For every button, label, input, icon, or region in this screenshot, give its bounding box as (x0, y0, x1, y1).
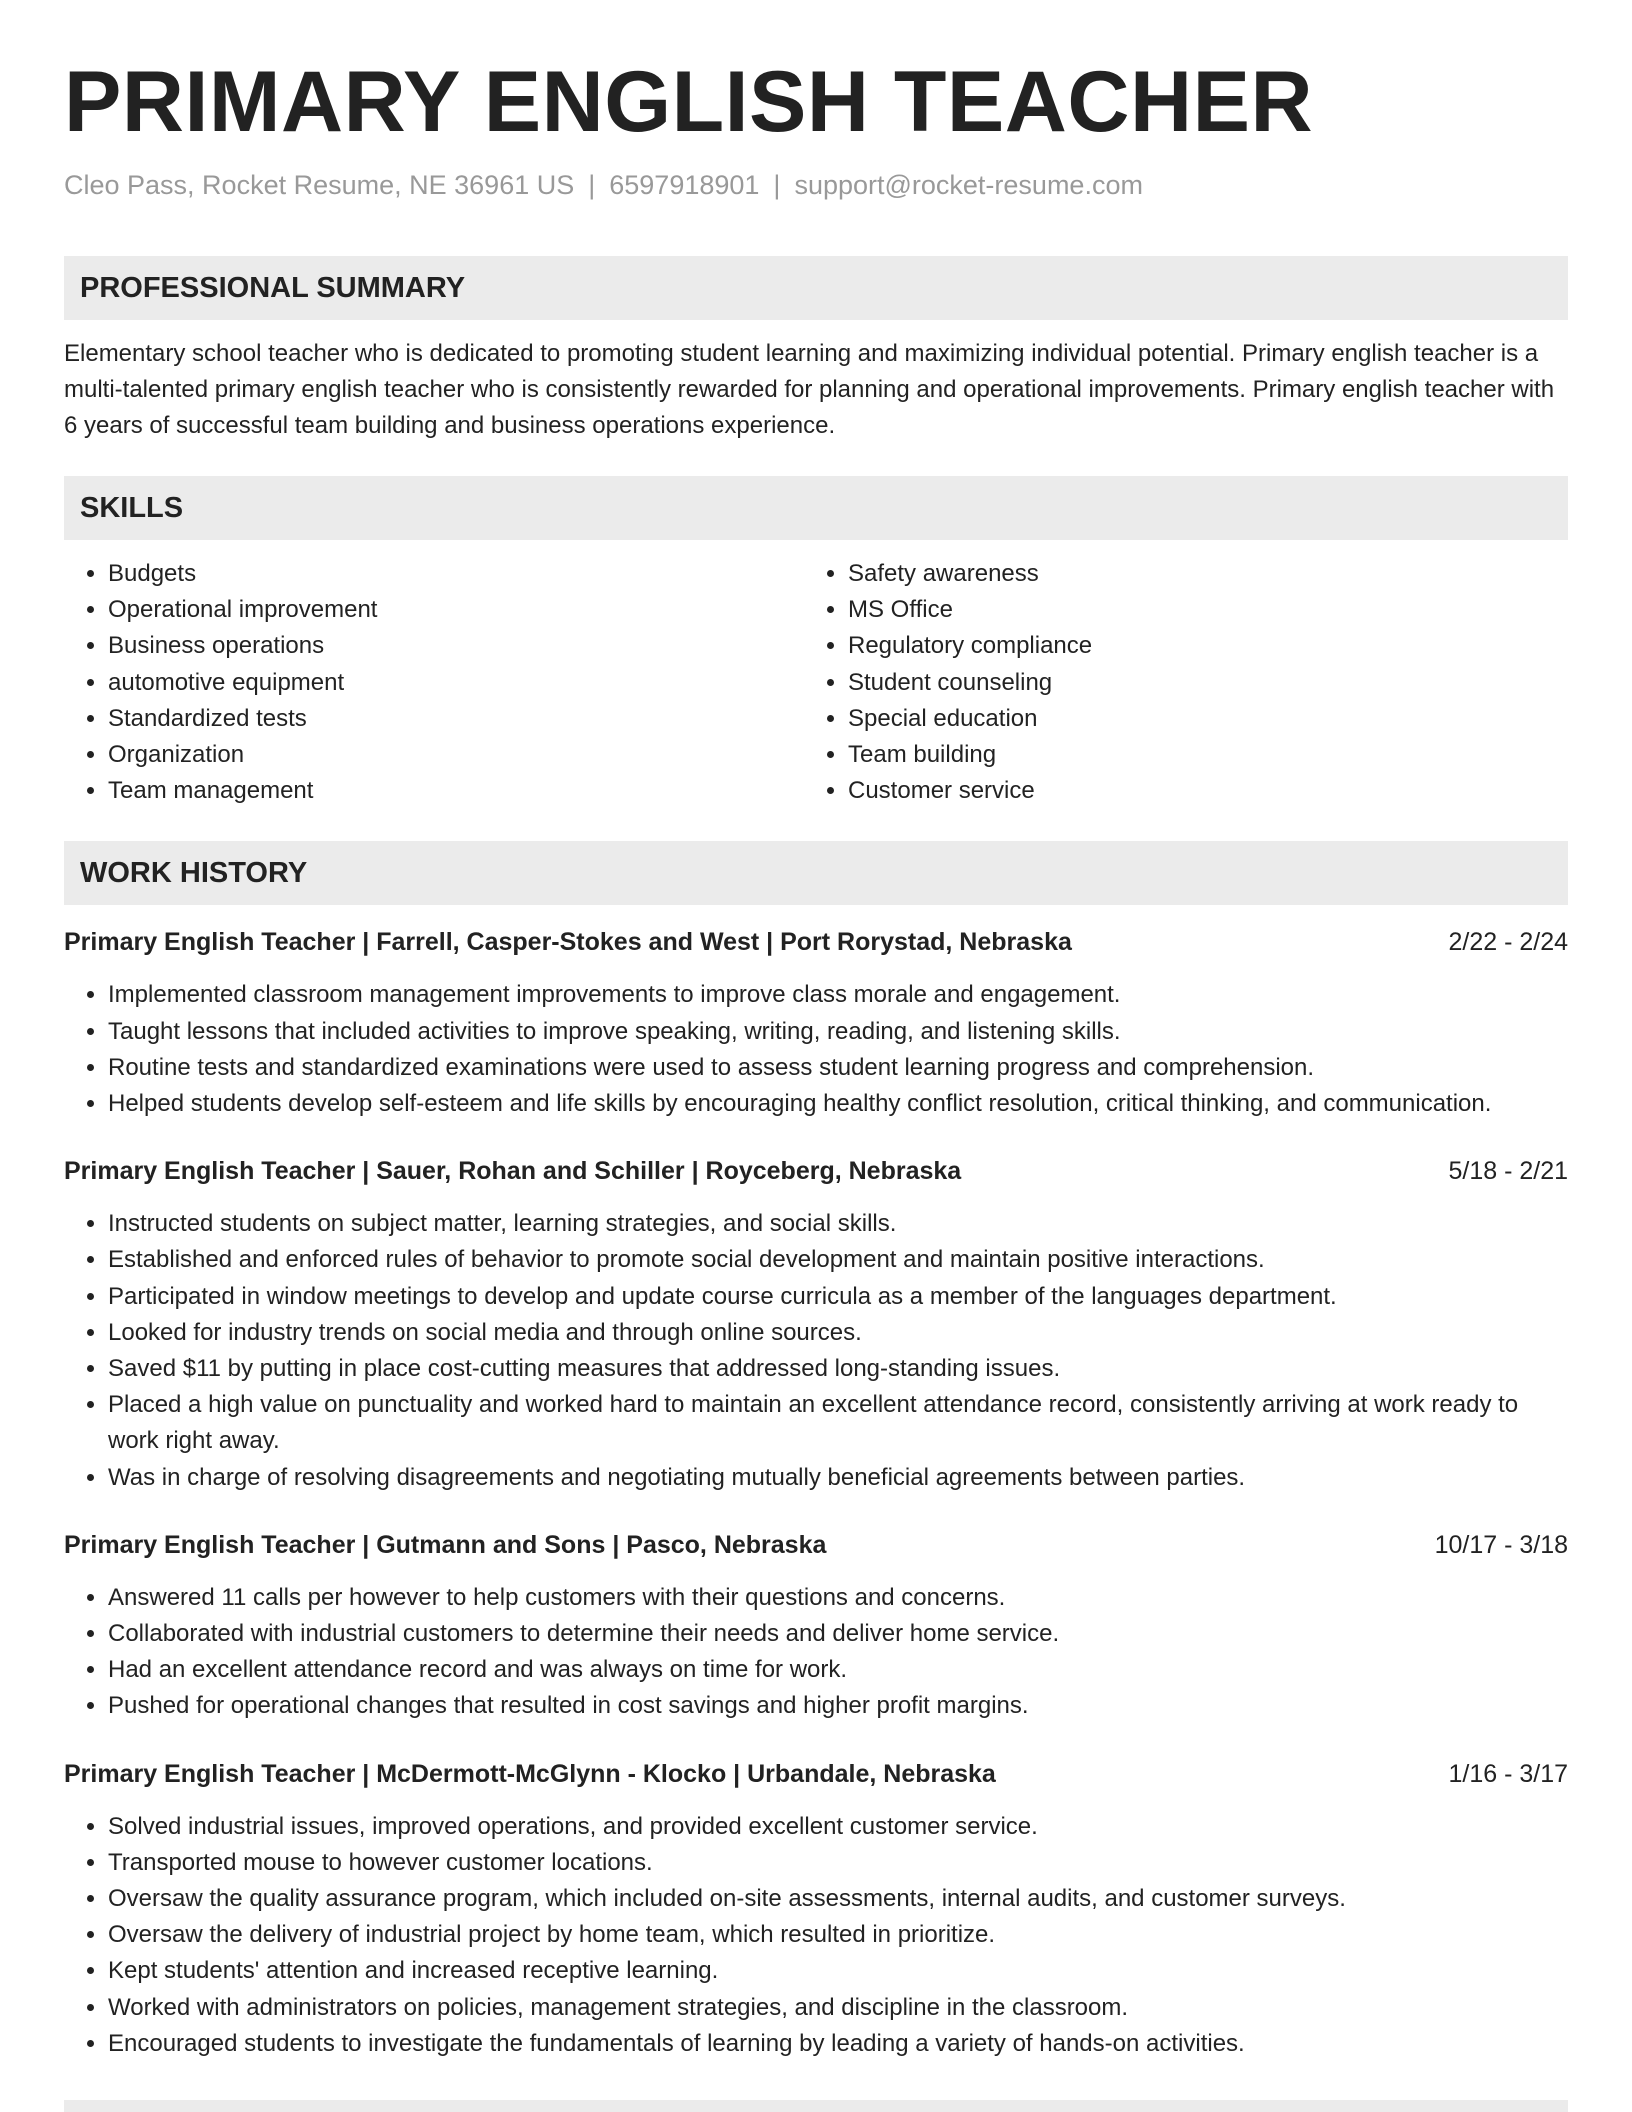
job-bullet: • Helped students develop self-esteem and life skills by encouraging healthy conflict resolution, critical thinking, and communication. (108, 1086, 1568, 1122)
job-title: Primary English Teacher | McDermott-McGlynn - Klocko | Urbandale, Nebraska (64, 1759, 996, 1788)
skill-item: • Team building (848, 737, 1544, 773)
contact-email: support@rocket-resume.com (794, 170, 1143, 200)
job-dates: 5/18 - 2/21 (1448, 1157, 1568, 1186)
skill-item: • Regulatory compliance (848, 628, 1544, 664)
job-header (64, 1154, 1568, 1188)
job-bullet: • Had an excellent attendance record and was always on time for work. (108, 1652, 1568, 1688)
resume-name: PRIMARY ENGLISH TEACHER (64, 54, 1314, 150)
job-bullet: • Implemented classroom management improvements to improve class morale and engagement. (108, 977, 1568, 1013)
job-bullet: • Transported mouse to however customer locations. (108, 1845, 1568, 1881)
skill-item: • Business operations (108, 628, 804, 664)
job-bullet: • Was in charge of resolving disagreements and negotiating mutually beneficial agreements between parties. (108, 1460, 1568, 1496)
job-header (64, 925, 1568, 959)
skill-item: • Operational improvement (108, 592, 804, 628)
job-bullet: • Established and enforced rules of behavior to promote social development and maintain positive interactions. (108, 1242, 1568, 1278)
job-title: Primary English Teacher | Farrell, Casper-Stokes and West | Port Rorystad, Nebraska (64, 928, 1072, 957)
skill-item: • MS Office (848, 592, 1544, 628)
skills-list (64, 556, 1568, 809)
job-bullet: • Answered 11 calls per however to help customers with their questions and concerns. (108, 1580, 1568, 1616)
contact-separator: | (588, 170, 596, 200)
skill-item: • Student counseling (848, 665, 1544, 701)
contact-separator: | (773, 170, 781, 200)
job-bullet: • Kept students' attention and increased receptive learning. (108, 1953, 1568, 1989)
job-bullet: • Looked for industry trends on social media and through online sources. (108, 1315, 1568, 1351)
skills-column-right (804, 556, 1544, 809)
job-entry (64, 1757, 1568, 2062)
skills-heading: SKILLS (64, 476, 1568, 540)
resume-page (64, 0, 1568, 2062)
job-bullets (64, 977, 1568, 1122)
job-bullet: • Placed a high value on punctuality and worked hard to maintain an excellent attendance record, consistently arriving at work ready to work right away. (108, 1387, 1568, 1459)
job-header (64, 1528, 1568, 1562)
job-entry (64, 1154, 1568, 1496)
job-title: Primary English Teacher | Gutmann and Sons | Pasco, Nebraska (64, 1530, 827, 1559)
contact-address: Cleo Pass, Rocket Resume, NE 36961 US (64, 170, 575, 200)
skill-item: • Customer service (848, 773, 1544, 809)
work-history-heading: WORK HISTORY (64, 841, 1568, 905)
job-bullet: • Collaborated with industrial customers to determine their needs and deliver home service. (108, 1616, 1568, 1652)
skill-item: • Standardized tests (108, 701, 804, 737)
job-dates: 10/17 - 3/18 (1434, 1530, 1568, 1559)
job-dates: 2/22 - 2/24 (1448, 928, 1568, 957)
summary-text: Elementary school teacher who is dedicated to promoting student learning and maximizing individual potential. Primary english teacher is a multi-talented primary english teacher who is consistently rewarded for planning and operational improvements. Primary english teacher with 6 years of successful team building and business operations experience. (64, 340, 1555, 439)
job-bullet: • Taught lessons that included activities to improve speaking, writing, reading, and listening skills. (108, 1014, 1568, 1050)
skill-item: • Budgets (108, 556, 804, 592)
job-bullet: • Encouraged students to investigate the fundamentals of learning by leading a variety of hands-on activities. (108, 2026, 1568, 2062)
skill-item: • Team management (108, 773, 804, 809)
job-bullet: • Routine tests and standardized examinations were used to assess student learning progress and comprehension. (108, 1050, 1568, 1086)
job-bullet: • Saved $11 by putting in place cost-cutting measures that addressed long-standing issues. (108, 1351, 1568, 1387)
job-bullet: • Worked with administrators on policies, management strategies, and discipline in the classroom. (108, 1990, 1568, 2026)
skills-column-left (64, 556, 804, 809)
summary-heading: PROFESSIONAL SUMMARY (64, 256, 1568, 320)
next-section-heading-bar (64, 2100, 1568, 2112)
skill-item: • automotive equipment (108, 665, 804, 701)
job-bullet: • Pushed for operational changes that resulted in cost savings and higher profit margins. (108, 1688, 1568, 1724)
contact-phone: 6597918901 (609, 170, 760, 200)
job-bullet: • Instructed students on subject matter, learning strategies, and social skills. (108, 1206, 1568, 1242)
job-bullet: • Participated in window meetings to develop and update course curricula as a member of the languages department. (108, 1279, 1568, 1315)
job-entry (64, 1528, 1568, 1725)
job-bullets (64, 1206, 1568, 1496)
job-bullet: • Oversaw the delivery of industrial project by home team, which resulted in prioritize. (108, 1917, 1568, 1953)
job-bullets (64, 1580, 1568, 1725)
skill-item: • Special education (848, 701, 1544, 737)
job-bullets (64, 1809, 1568, 2062)
contact-line (64, 168, 1568, 202)
skill-item: • Organization (108, 737, 804, 773)
job-header (64, 1757, 1568, 1791)
job-bullet: • Solved industrial issues, improved operations, and provided excellent customer service. (108, 1809, 1568, 1845)
job-dates: 1/16 - 3/17 (1448, 1759, 1568, 1788)
skill-item: • Safety awareness (848, 556, 1544, 592)
job-bullet: • Oversaw the quality assurance program, which included on-site assessments, internal audits, and customer surveys. (108, 1881, 1568, 1917)
job-title: Primary English Teacher | Sauer, Rohan and Schiller | Royceberg, Nebraska (64, 1157, 962, 1186)
job-entry (64, 925, 1568, 1122)
